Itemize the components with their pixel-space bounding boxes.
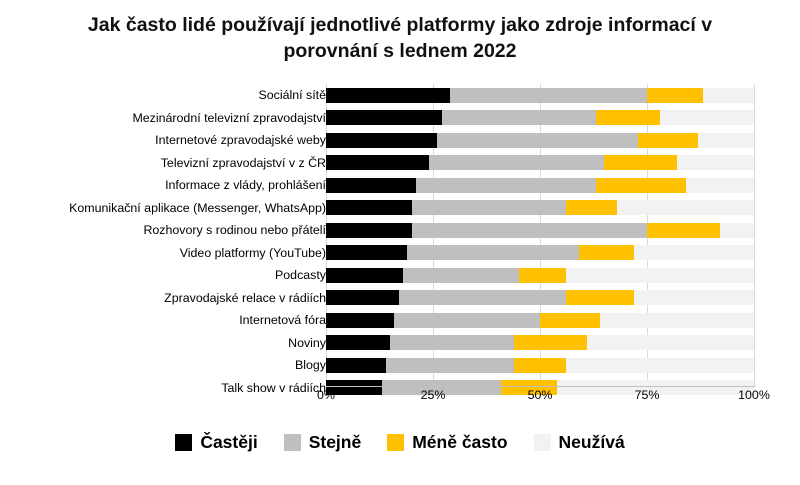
category-label: Video platformy (YouTube) <box>179 245 326 260</box>
bar-segment <box>437 133 638 148</box>
bar-segment <box>326 245 407 260</box>
category-label: Rozhovory s rodinou nebo přátelí <box>143 223 326 237</box>
bar-segment <box>647 223 720 238</box>
stacked-bar <box>326 245 754 260</box>
bar-segment <box>399 290 566 305</box>
x-tick-label: 0% <box>317 388 335 402</box>
chart-row <box>0 309 800 332</box>
bar-segment <box>596 110 660 125</box>
bar-segment <box>514 358 565 373</box>
stacked-bar <box>326 335 754 350</box>
legend <box>0 432 800 453</box>
chart-row <box>0 197 800 220</box>
bar-segment <box>638 133 698 148</box>
bar-segment <box>326 290 399 305</box>
chart-row <box>0 129 800 152</box>
legend-swatch <box>534 434 551 451</box>
stacked-bar <box>326 110 754 125</box>
bar-segment <box>412 200 566 215</box>
category-label: Podcasty <box>275 268 326 282</box>
bar-segment <box>660 110 754 125</box>
bar-segment <box>579 245 635 260</box>
bar-segment <box>566 200 617 215</box>
stacked-bar <box>326 88 754 103</box>
legend-label: Méně často <box>412 432 508 452</box>
bar-segment <box>326 133 437 148</box>
bar-segment <box>326 268 403 283</box>
bar-segment <box>596 178 686 193</box>
bar-segment <box>390 335 514 350</box>
legend-label: Častěji <box>200 432 258 452</box>
bar-segment <box>600 313 754 328</box>
bar-segment <box>416 178 596 193</box>
category-label: Informace z vlády, prohlášení <box>165 178 326 192</box>
chart-row <box>0 152 800 175</box>
chart-row <box>0 84 800 107</box>
bar-segment <box>634 290 754 305</box>
bar-segment <box>326 223 412 238</box>
bar-segment <box>442 110 596 125</box>
legend-swatch <box>387 434 404 451</box>
legend-item <box>387 432 507 453</box>
bar-segment <box>326 358 386 373</box>
bar-segment <box>566 268 754 283</box>
legend-item <box>284 432 362 453</box>
bar-segment <box>429 155 604 170</box>
stacked-bar <box>326 223 754 238</box>
legend-label: Stejně <box>308 432 362 452</box>
bar-segment <box>519 268 566 283</box>
x-axis-line <box>326 386 755 387</box>
stacked-bar <box>326 358 754 373</box>
x-tick-label: 25% <box>420 388 446 402</box>
bar-segment <box>394 313 540 328</box>
category-label: Televizní zpravodajství v z ČR <box>160 155 326 170</box>
bar-segment <box>326 335 390 350</box>
bar-segment <box>326 313 394 328</box>
bar-segment <box>540 313 600 328</box>
chart-row <box>0 107 800 130</box>
stacked-bar <box>326 268 754 283</box>
category-label: Mezinárodní televizní zpravodajství <box>132 110 326 125</box>
bar-segment <box>403 268 519 283</box>
legend-swatch <box>175 434 192 451</box>
bar-segment <box>326 155 429 170</box>
chart-row <box>0 354 800 377</box>
bar-segment <box>677 155 754 170</box>
x-tick-label: 100% <box>738 388 770 402</box>
plot-area <box>0 84 800 404</box>
stacked-bar <box>326 178 754 193</box>
legend-item <box>175 432 257 453</box>
bar-segment <box>326 110 442 125</box>
bar-segment <box>604 155 677 170</box>
bar-segment <box>386 358 514 373</box>
category-label: Zpravodajské relace v rádiích <box>164 290 326 305</box>
bar-segment <box>587 335 754 350</box>
category-label: Blogy <box>295 358 326 372</box>
category-label: Sociální sítě <box>258 88 326 102</box>
bar-segment <box>412 223 647 238</box>
bar-segment <box>514 335 587 350</box>
bar-segment <box>617 200 754 215</box>
chart-row <box>0 287 800 310</box>
category-label: Komunikační aplikace (Messenger, WhatsApp) <box>69 200 326 215</box>
bar-segment <box>326 200 412 215</box>
bar-rows <box>0 84 800 399</box>
legend-swatch <box>284 434 301 451</box>
x-tick-label: 75% <box>634 388 660 402</box>
page-title: Jak často lidé používají jednotlivé platformy jako zdroje informací v porovnání s lednem 2022 <box>87 14 713 62</box>
chart-row <box>0 264 800 287</box>
category-label: Internetová fóra <box>239 313 326 327</box>
bar-segment <box>450 88 647 103</box>
chart-row <box>0 332 800 355</box>
bar-segment <box>698 133 754 148</box>
stacked-bar <box>326 290 754 305</box>
legend-item <box>534 432 625 453</box>
category-label: Talk show v rádiích <box>221 380 326 395</box>
x-tick-label: 50% <box>527 388 553 402</box>
legend-label: Neužívá <box>558 432 625 452</box>
stacked-bar <box>326 155 754 170</box>
chart-row <box>0 174 800 197</box>
chart-row <box>0 219 800 242</box>
bar-segment <box>566 290 634 305</box>
stacked-bar <box>326 313 754 328</box>
bar-segment <box>566 358 754 373</box>
stacked-bar <box>326 133 754 148</box>
x-axis-ticks <box>317 388 770 408</box>
category-label: Noviny <box>288 335 326 350</box>
category-label: Internetové zpravodajské weby <box>155 133 326 147</box>
stacked-bar <box>326 200 754 215</box>
chart-row <box>0 242 800 265</box>
bar-segment <box>326 178 416 193</box>
bar-segment <box>703 88 754 103</box>
bar-segment <box>634 245 754 260</box>
bar-segment <box>647 88 703 103</box>
bar-segment <box>720 223 754 238</box>
bar-segment <box>686 178 754 193</box>
bar-segment <box>407 245 578 260</box>
bar-segment <box>326 88 450 103</box>
